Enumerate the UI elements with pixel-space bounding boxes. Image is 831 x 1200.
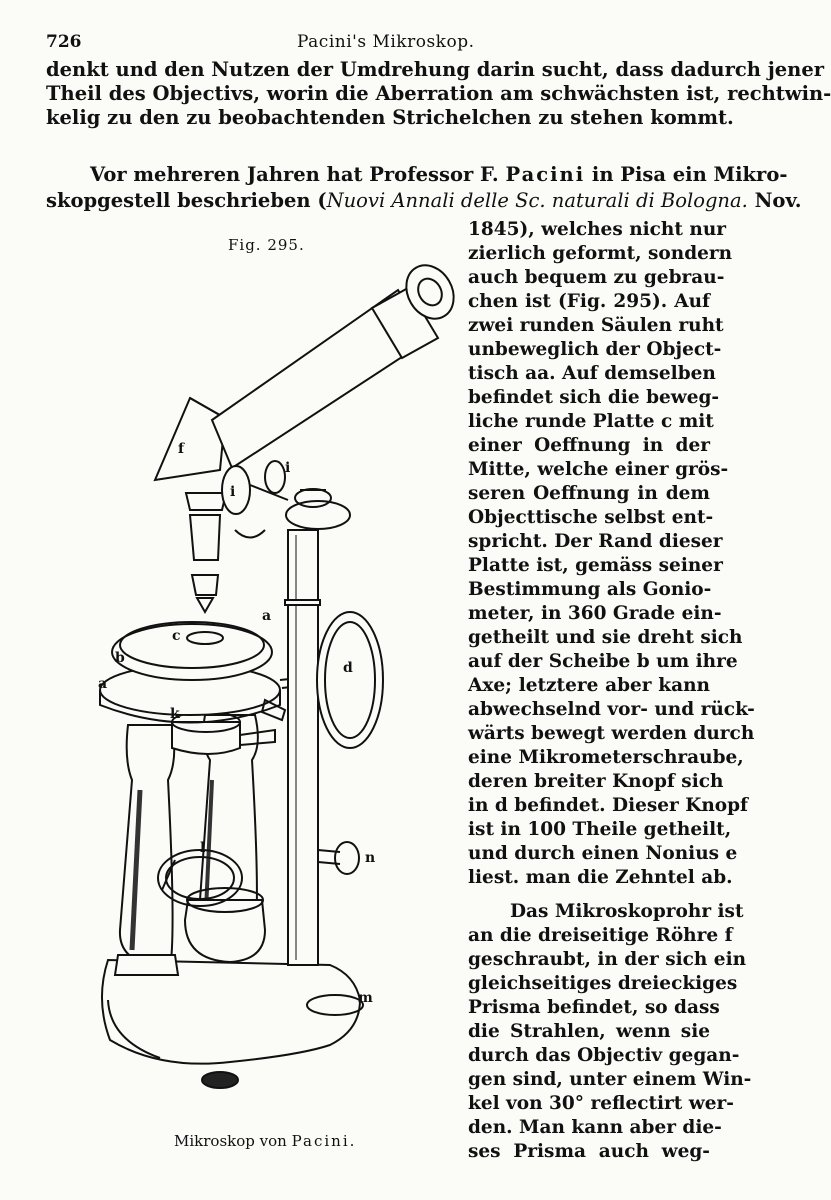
- top-paragraph-line-2: Theil des Objectivs, worin die Aberration am schwächsten ist, rechtwin-: [46, 82, 831, 105]
- column-line: kel von 30° reflectirt wer-: [468, 1093, 734, 1114]
- fig-letter-f: f: [178, 441, 185, 457]
- paragraph-2-line-1: [90, 163, 787, 187]
- column-line: 1845), welches nicht nur: [468, 219, 727, 240]
- text-segment: Vor mehreren Jahren hat Professor F.: [90, 163, 499, 186]
- text-segment: Nov.: [754, 189, 802, 212]
- column-line: chen ist (Fig. 295). Auf: [468, 291, 710, 312]
- fig-letter-m: m: [358, 990, 373, 1006]
- column-line: deren breiter Knopf sich: [468, 771, 724, 792]
- journal-title: Nuovi Annali delle Sc. naturali di Bologna.: [326, 189, 748, 212]
- column-line: durch das Objectiv gegan-: [468, 1045, 740, 1066]
- column-line: geschraubt, in der sich ein: [468, 949, 747, 970]
- fig-letter-i: i: [230, 484, 236, 500]
- fig-letter-n: n: [365, 850, 376, 866]
- column-line: ses Prisma auch weg-: [468, 1141, 710, 1162]
- column-line: Prisma befindet, so dass: [468, 997, 720, 1018]
- fig-letter-a: a: [262, 608, 272, 624]
- fig-letter-k: k: [170, 706, 180, 722]
- running-title: Pacini's Mikroskop.: [297, 32, 475, 52]
- column-line: den. Man kann aber die-: [468, 1117, 722, 1138]
- column-line: zierlich geformt, sondern: [468, 243, 733, 264]
- fig-letter-c: c: [172, 628, 181, 644]
- top-paragraph-line-1: denkt und den Nutzen der Umdrehung darin sucht, dass dadurch jener: [46, 58, 825, 81]
- column-line: wärts bewegt werden durch: [468, 723, 755, 744]
- column-line: Das Mikroskoprohr ist: [510, 901, 744, 922]
- text-segment: skopgestell beschrieben (: [46, 189, 327, 212]
- column-line: in d befindet. Dieser Knopf: [468, 795, 749, 816]
- figure-caption: [174, 1132, 356, 1150]
- paragraph-2-line-2: [46, 189, 802, 213]
- column-line: an die dreiseitige Röhre f: [468, 925, 733, 946]
- column-line: spricht. Der Rand dieser: [468, 531, 723, 552]
- page-number: 726: [46, 32, 82, 52]
- column-line: gleichseitiges dreieckiges: [468, 973, 738, 994]
- column-line: liest. man die Zehntel ab.: [468, 867, 733, 888]
- column-line: eine Mikrometerschraube,: [468, 747, 744, 768]
- column-line: auch bequem zu gebrau-: [468, 267, 725, 288]
- column-line: gen sind, unter einem Win-: [468, 1069, 752, 1090]
- top-paragraph-line-3: kelig zu den zu beobachtenden Strichelchen zu stehen kommt.: [46, 106, 734, 129]
- column-line: Mitte, welche einer grös-: [468, 459, 729, 480]
- column-line: befindet sich die beweg-: [468, 387, 720, 408]
- microscope-illustration: [80, 260, 460, 1100]
- column-line: ist in 100 Theile getheilt,: [468, 819, 732, 840]
- column-line: Objecttische selbst ent-: [468, 507, 714, 528]
- column-line: meter, in 360 Grade ein-: [468, 603, 722, 624]
- column-line: getheilt und sie dreht sich: [468, 627, 743, 648]
- column-line: Platte ist, gemäss seiner: [468, 555, 723, 576]
- column-line: unbeweglich der Object-: [468, 339, 722, 360]
- column-line: liche runde Platte c mit: [468, 411, 714, 432]
- column-line: Bestimmung als Gonio-: [468, 579, 712, 600]
- fig-letter-i: i: [285, 460, 291, 476]
- column-line: Axe; letztere aber kann: [468, 675, 710, 696]
- caption-text: Mikroskop von: [174, 1132, 287, 1150]
- fig-letter-l: l: [200, 840, 206, 856]
- caption-name: Pacini.: [291, 1132, 357, 1150]
- figure-label: Fig. 295.: [228, 236, 305, 254]
- column-line: zwei runden Säulen ruht: [468, 315, 724, 336]
- column-line: die Strahlen, wenn sie: [468, 1021, 710, 1042]
- text-segment: in Pisa ein Mikro-: [591, 163, 788, 186]
- column-line: einer Oeffnung in der: [468, 435, 710, 456]
- column-line: seren Oeffnung in dem: [468, 483, 710, 504]
- column-line: abwechselnd vor- und rück-: [468, 699, 755, 720]
- fig-letter-d: d: [343, 660, 353, 676]
- author-name: Pacini: [505, 163, 586, 186]
- fig-letter-b: b: [115, 650, 125, 666]
- column-line: und durch einen Nonius e: [468, 843, 738, 864]
- column-line: auf der Scheibe b um ihre: [468, 651, 738, 672]
- fig-letter-a: a: [98, 676, 108, 692]
- column-line: tisch aa. Auf demselben: [468, 363, 716, 384]
